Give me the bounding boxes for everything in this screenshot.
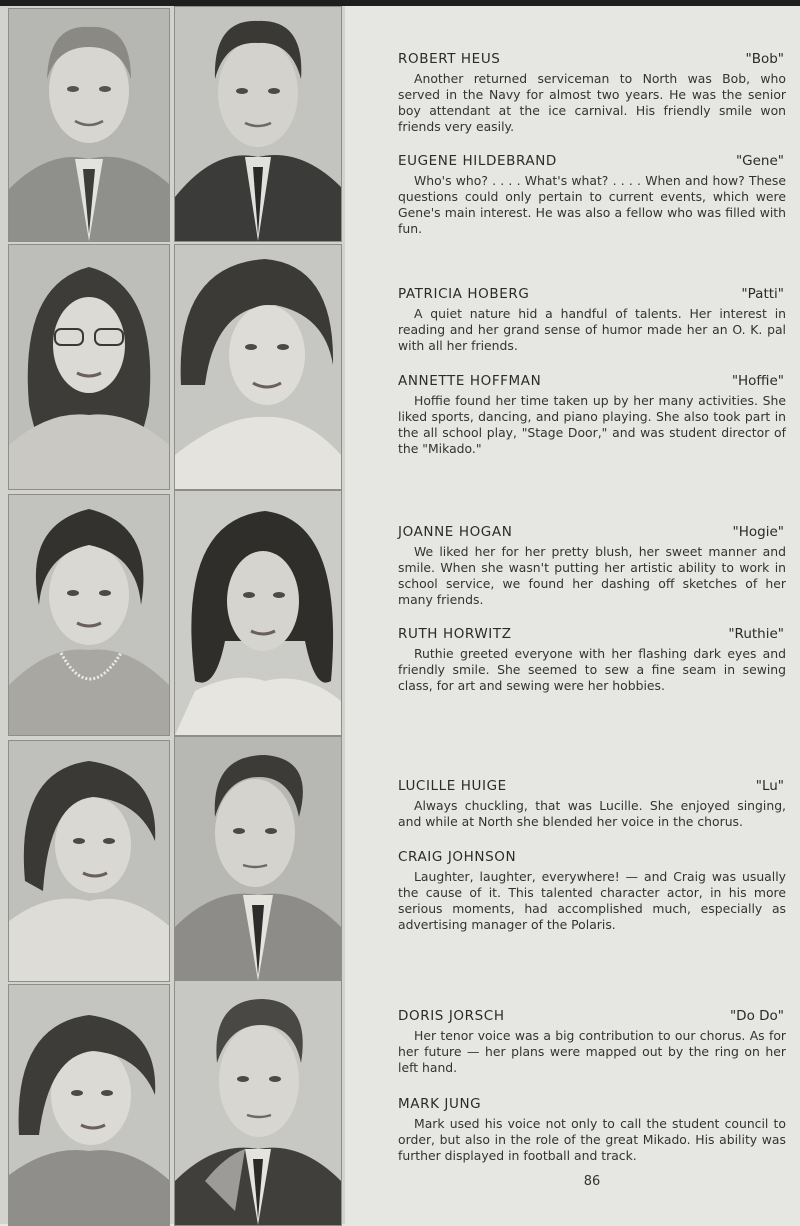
portrait-joanne-hogan (8, 494, 170, 736)
portrait-column (0, 6, 345, 1224)
student-nickname: "Patti" (741, 286, 784, 302)
portrait-craig-johnson (174, 736, 342, 982)
portrait-man-image (175, 981, 341, 1225)
portrait-woman-image (9, 741, 169, 981)
student-name: PATRICIA HOBERG (398, 286, 530, 302)
portrait-woman-image (175, 245, 341, 489)
student-name: RUTH HORWITZ (398, 626, 512, 642)
entry-craig-johnson (398, 849, 786, 933)
portrait-woman-image (9, 985, 169, 1225)
student-nickname: "Gene" (735, 153, 784, 169)
portrait-eugene-hildebrand (174, 6, 342, 242)
student-blurb: Ruthie greeted everyone with her flashing dark eyes and friendly smile. She seemed to sew a fine seam in sewing class, for art and sewing were her hobbies. (398, 646, 786, 693)
portrait-robert-heus (8, 8, 170, 242)
entry-lucille-huige (398, 778, 786, 830)
student-blurb: Who's who? . . . . What's what? . . . . When and how? These questions could only pertain to current events, which were Gene's main interest. He was also a fellow who was filled with fun. (398, 173, 786, 236)
portrait-doris-jorsch (8, 984, 170, 1226)
entry-doris-jorsch (398, 1008, 786, 1076)
student-name: EUGENE HILDEBRAND (398, 153, 557, 169)
student-name: CRAIG JOHNSON (398, 849, 517, 865)
portrait-mark-jung (174, 980, 342, 1226)
student-name: ROBERT HEUS (398, 51, 501, 67)
student-name: JOANNE HOGAN (398, 524, 513, 540)
portrait-man-image (9, 9, 169, 241)
student-nickname: "Hoffie" (731, 373, 784, 389)
portrait-woman-image (9, 245, 169, 489)
student-nickname: "Hogie" (732, 524, 784, 540)
entry-patricia-hoberg (398, 286, 786, 354)
student-nickname: "Bob" (745, 51, 784, 67)
entry-annette-hoffman (398, 373, 786, 457)
portrait-man-image (175, 7, 341, 241)
entry-robert-heus (398, 51, 786, 135)
student-blurb: Hoffie found her time taken up by her many activities. She liked sports, dancing, and piano playing. She also took part in the all school play, "Stage Door," and was student director of the "Mikado." (398, 393, 786, 456)
entry-eugene-hildebrand (398, 153, 786, 237)
entry-ruth-horwitz (398, 626, 786, 694)
student-name: MARK JUNG (398, 1096, 482, 1112)
student-blurb: We liked her for her pretty blush, her sweet manner and smile. When she wasn't putting her artistic ability to work in school service, we found her dashing off sketches of her many friends. (398, 544, 786, 607)
portrait-woman-image (9, 495, 169, 735)
entry-mark-jung (398, 1096, 786, 1164)
student-blurb: Mark used his voice not only to call the student council to order, but also in the role of the great Mikado. His ability was further displayed in football and track. (398, 1116, 786, 1163)
student-nickname: "Ruthie" (728, 626, 784, 642)
student-blurb: Another returned serviceman to North was Bob, who served in the Navy for almost two years. He was the senior boy attendant at the ice carnival. His friendly smile won friends very easily. (398, 71, 786, 134)
student-blurb: Always chuckling, that was Lucille. She enjoyed singing, and while at North she blended her voice in the chorus. (398, 798, 786, 829)
student-blurb: Laughter, laughter, everywhere! — and Craig was usually the cause of it. This talented character actor, in his more serious moments, had accomplished much, especially as advertising manager of the Polaris. (398, 869, 786, 932)
portrait-lucille-huige (8, 740, 170, 982)
student-name: DORIS JORSCH (398, 1008, 505, 1024)
portrait-ruth-horwitz (174, 490, 342, 736)
student-nickname: "Do Do" (729, 1008, 784, 1024)
student-blurb: A quiet nature hid a handful of talents. Her interest in reading and her grand sense of humor made her an O. K. pal with all her friends. (398, 306, 786, 353)
portrait-annette-hoffman (174, 244, 342, 490)
student-blurb: Her tenor voice was a big contribution to our chorus. As for her future — her plans were mapped out by the ring on her left hand. (398, 1028, 786, 1075)
page-number: 86 (583, 1174, 601, 1189)
student-nickname: "Lu" (755, 778, 784, 794)
portrait-man-image (175, 737, 341, 981)
portrait-patricia-hoberg (8, 244, 170, 490)
portrait-woman-image (175, 491, 341, 735)
student-name: ANNETTE HOFFMAN (398, 373, 542, 389)
entry-joanne-hogan (398, 524, 786, 608)
student-name: LUCILLE HUIGE (398, 778, 507, 794)
